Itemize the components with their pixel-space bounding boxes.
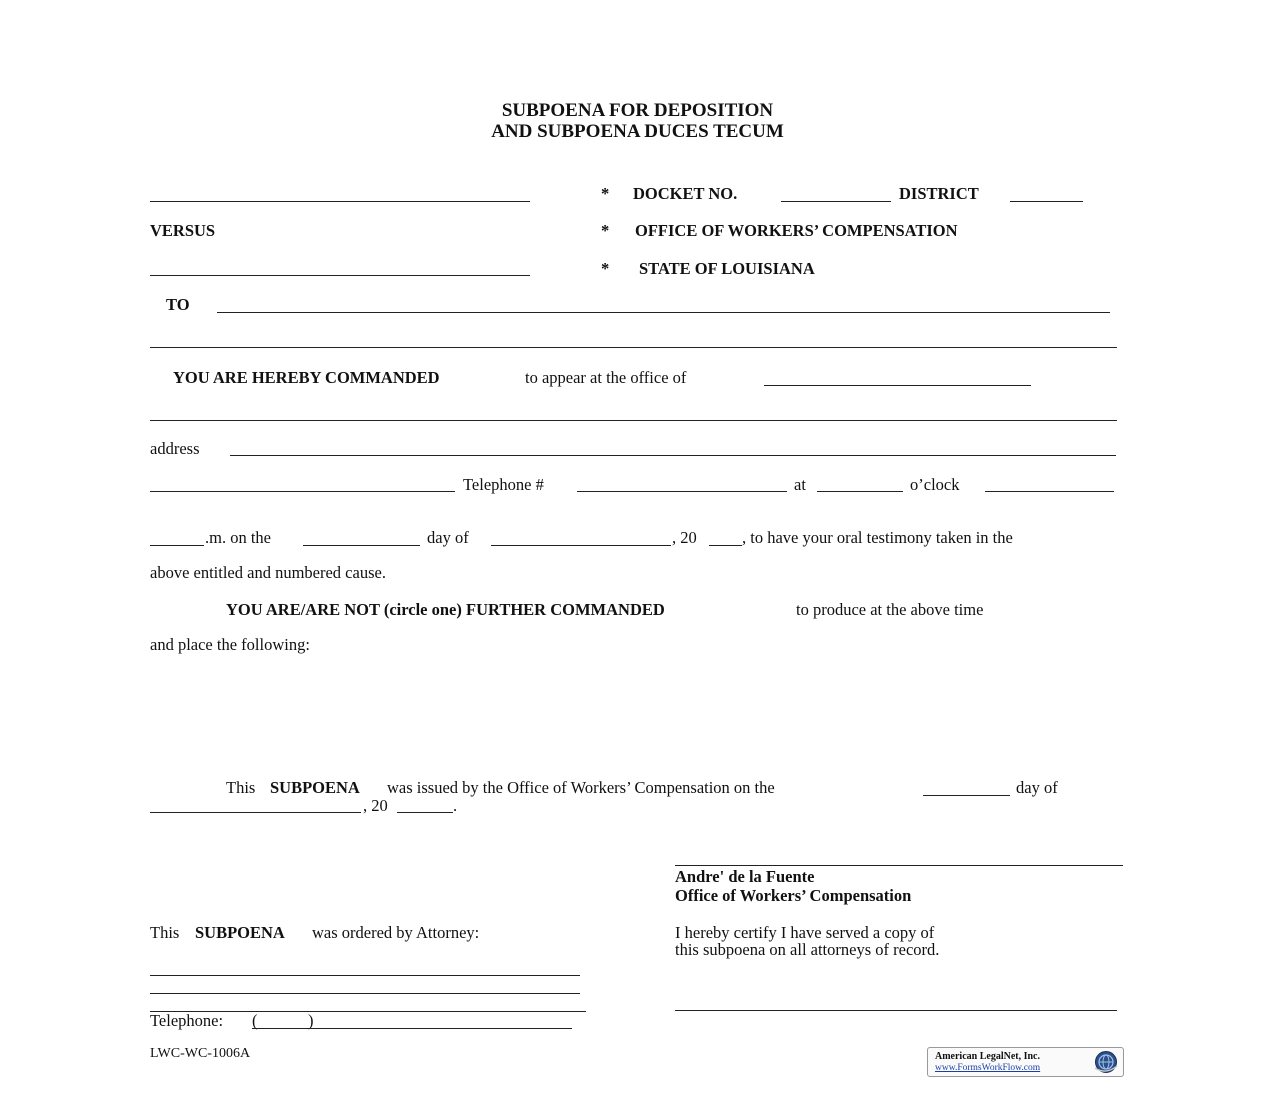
brand-url[interactable]: www.FormsWorkFlow.com xyxy=(935,1063,1041,1073)
document-title-line1: SUBPOENA FOR DEPOSITION xyxy=(501,100,774,121)
comma-20-text: , 20 xyxy=(672,528,697,547)
further-commanded-heading: YOU ARE/ARE NOT (circle one) FURTHER COMMANDED xyxy=(226,600,665,619)
month-line[interactable] xyxy=(491,545,671,546)
issued-this: This xyxy=(226,778,256,797)
attorney-line-2[interactable] xyxy=(150,993,580,994)
brand-name: American LegalNet, Inc. xyxy=(935,1051,1040,1062)
issued-subpoena: SUBPOENA xyxy=(270,778,360,797)
ampm-line[interactable] xyxy=(150,545,204,546)
office-line-continued[interactable] xyxy=(150,420,1117,421)
day-of-text: day of xyxy=(427,528,469,547)
brand-logo[interactable] xyxy=(927,1047,1124,1077)
state-heading: STATE OF LOUISIANA xyxy=(639,259,815,278)
hour-line[interactable] xyxy=(817,491,903,492)
district-line[interactable] xyxy=(1010,201,1083,202)
place-following-text: and place the following: xyxy=(150,635,310,654)
office-of-line[interactable] xyxy=(764,385,1031,386)
brand-globe-icon xyxy=(1093,1050,1119,1074)
document-title-line2: AND SUBPOENA DUCES TECUM xyxy=(491,121,784,142)
owc-heading: OFFICE OF WORKERS’ COMPENSATION xyxy=(635,221,958,240)
certify-line-1: I hereby certify I have served a copy of xyxy=(675,923,935,942)
at-label: at xyxy=(794,475,806,494)
day-line[interactable] xyxy=(303,545,420,546)
docket-label: DOCKET NO. xyxy=(633,184,738,203)
attorney-telephone-label: Telephone: xyxy=(150,1011,224,1030)
address-line-continued[interactable] xyxy=(150,491,455,492)
ordered-subpoena: SUBPOENA xyxy=(195,923,285,942)
to-label: TO xyxy=(166,295,190,314)
oclock-label: o’clock xyxy=(910,475,960,494)
further-commanded-text: to produce at the above time xyxy=(796,600,984,619)
to-line-continued[interactable] xyxy=(150,347,1117,348)
versus-label: VERSUS xyxy=(150,221,216,240)
plaintiff-name-line[interactable] xyxy=(150,201,530,202)
signatory-name: Andre' de la Fuente xyxy=(675,867,815,886)
form-number: LWC-WC-1006A xyxy=(150,1046,251,1061)
certify-line-2: this subpoena on all attorneys of record. xyxy=(675,940,940,959)
caption-star-2: * xyxy=(601,221,610,240)
caption-star-1: * xyxy=(601,184,610,203)
attorney-phone-paren-open: ( xyxy=(252,1011,258,1030)
certify-signature-line[interactable] xyxy=(675,1010,1117,1011)
signature-line[interactable] xyxy=(675,865,1123,866)
issued-text: was issued by the Office of Workers’ Compensation on the xyxy=(387,778,775,797)
address-line[interactable] xyxy=(230,455,1116,456)
attorney-line-1[interactable] xyxy=(150,975,580,976)
commanded-heading: YOU ARE HEREBY COMMANDED xyxy=(173,368,440,387)
issued-day-of: day of xyxy=(1016,778,1058,797)
telephone-line[interactable] xyxy=(577,491,787,492)
cause-text: above entitled and numbered cause. xyxy=(150,563,386,582)
signatory-office: Office of Workers’ Compensation xyxy=(675,886,912,905)
district-label: DISTRICT xyxy=(899,184,979,203)
issued-period: . xyxy=(453,796,458,815)
issued-day-line[interactable] xyxy=(923,795,1010,796)
testimony-text: , to have your oral testimony taken in the xyxy=(742,528,1013,547)
ordered-this: This xyxy=(150,923,180,942)
docket-number-line[interactable] xyxy=(781,201,891,202)
caption-star-3: * xyxy=(601,259,610,278)
to-line[interactable] xyxy=(217,312,1110,313)
attorney-telephone-line[interactable] xyxy=(252,1028,572,1029)
year-line[interactable] xyxy=(709,545,742,546)
defendant-name-line[interactable] xyxy=(150,275,530,276)
attorney-phone-paren-close: ) xyxy=(308,1011,314,1030)
issued-year-line[interactable] xyxy=(397,812,453,813)
telephone-label: Telephone # xyxy=(463,475,544,494)
ordered-text: was ordered by Attorney: xyxy=(312,923,480,942)
issued-month-line[interactable] xyxy=(150,812,361,813)
commanded-text: to appear at the office of xyxy=(525,368,687,387)
m-on-the-text: .m. on the xyxy=(205,528,271,547)
address-label: address xyxy=(150,439,200,458)
issued-comma-20: , 20 xyxy=(363,796,388,815)
oclock-line[interactable] xyxy=(985,491,1114,492)
